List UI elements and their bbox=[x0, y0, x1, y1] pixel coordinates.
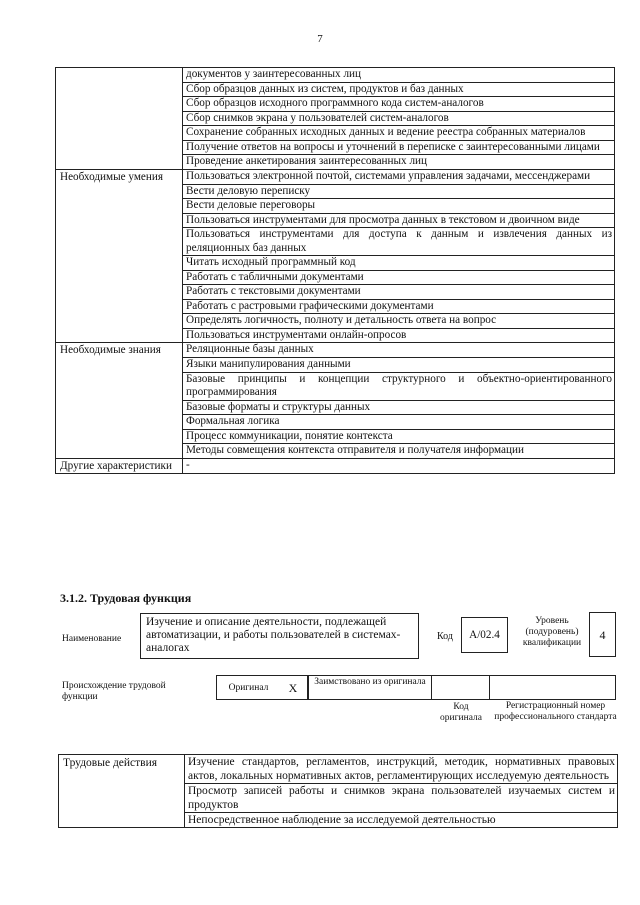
knowledge-label: Необходимые знания bbox=[56, 343, 183, 358]
list-item: документов у заинтересованных лиц bbox=[183, 68, 615, 83]
table-row bbox=[56, 444, 615, 459]
list-item: Пользоваться инструментами для просмотра данных в текстовом и двоичном виде bbox=[183, 213, 615, 228]
original-mark: X bbox=[288, 681, 298, 695]
original-label-box bbox=[216, 675, 280, 700]
original-mark-box bbox=[279, 675, 308, 700]
original-label: Оригинал bbox=[228, 683, 269, 693]
table-row bbox=[56, 169, 615, 184]
table-row bbox=[56, 140, 615, 155]
list-item: Пользоваться инструментами онлайн-опросов bbox=[183, 328, 615, 343]
table-row bbox=[56, 228, 615, 256]
list-item: Определять логичность, полноту и детальность ответа на вопрос bbox=[183, 314, 615, 329]
table-row bbox=[56, 68, 615, 83]
list-item: Сбор снимков экрана у пользователей систем-аналогов bbox=[183, 111, 615, 126]
table-row bbox=[56, 184, 615, 199]
skills-label: Необходимые умения bbox=[56, 169, 183, 184]
code-label: Код bbox=[437, 631, 453, 642]
actions-table bbox=[58, 754, 618, 828]
reg-number-box bbox=[489, 675, 616, 700]
list-item: Методы совмещения контекста отправителя и получателя информации bbox=[183, 444, 615, 459]
table-row bbox=[56, 358, 615, 373]
list-item: Пользоваться инструментами для доступа к данным и извлечения данных из реляционных баз данных bbox=[183, 228, 615, 256]
borrowed-label-box bbox=[308, 675, 432, 700]
table-row bbox=[56, 415, 615, 430]
name-label: Наименование bbox=[62, 634, 122, 644]
list-item: Непосредственное наблюдение за исследуемой деятельностью bbox=[185, 813, 618, 828]
other-characteristics-value: - bbox=[183, 458, 615, 474]
table-row bbox=[56, 270, 615, 285]
table-row bbox=[56, 213, 615, 228]
list-item: Языки манипулирования данными bbox=[183, 358, 615, 373]
table-row bbox=[56, 285, 615, 300]
list-item: Работать с табличными документами bbox=[183, 270, 615, 285]
table-row bbox=[56, 126, 615, 141]
other-characteristics-label: Другие характеристики bbox=[56, 458, 183, 474]
empty-label-cell bbox=[56, 68, 183, 83]
origin-label: Происхождение трудовой функции bbox=[62, 681, 166, 702]
code-value-box: A/02.4 bbox=[461, 617, 508, 653]
table-row bbox=[56, 299, 615, 314]
function-name-box: Изучение и описание деятельности, подлежащей автоматизации, и работы пользователей в системах-аналогах bbox=[140, 613, 419, 659]
list-item: Работать с растровыми графическими документами bbox=[183, 299, 615, 314]
list-item: Изучение стандартов, регламентов, инструкций, методик, нормативных правовых актов, локальных нормативных актов, регламентирующих исследуемую деятельность bbox=[185, 755, 618, 784]
list-item: Сохранение собранных исходных данных и ведение реестра собранных материалов bbox=[183, 126, 615, 141]
list-item: Сбор образцов исходного программного кода систем-аналогов bbox=[183, 97, 615, 112]
list-item: Базовые принципы и концепции структурного и объектно-ориентированного программирования bbox=[183, 372, 615, 400]
code-original-label: Код оригинала bbox=[440, 702, 482, 723]
requirements-table bbox=[55, 67, 615, 474]
code-original-box bbox=[431, 675, 490, 700]
list-item: Вести деловые переговоры bbox=[183, 199, 615, 214]
table-row bbox=[56, 111, 615, 126]
reg-number-label: Регистрационный номер профессионального стандарта bbox=[494, 701, 617, 722]
table-row bbox=[56, 400, 615, 415]
list-item: Реляционные базы данных bbox=[183, 343, 615, 358]
table-row bbox=[56, 155, 615, 170]
table-row bbox=[56, 256, 615, 271]
borrowed-label: Заимствовано из оригинала bbox=[314, 677, 426, 687]
table-row bbox=[56, 97, 615, 112]
page-number: 7 bbox=[317, 33, 323, 45]
table-row bbox=[59, 784, 618, 813]
table-row bbox=[59, 813, 618, 828]
table-row bbox=[56, 328, 615, 343]
list-item: Получение ответов на вопросы и уточнений в переписке с заинтересованными лицами bbox=[183, 140, 615, 155]
list-item: Вести деловую переписку bbox=[183, 184, 615, 199]
list-item: Читать исходный программный код bbox=[183, 256, 615, 271]
list-item: Базовые форматы и структуры данных bbox=[183, 400, 615, 415]
table-row bbox=[56, 458, 615, 474]
actions-label: Трудовые действия bbox=[59, 755, 185, 784]
section-title: 3.1.2. Трудовая функция bbox=[60, 591, 192, 605]
table-row bbox=[56, 82, 615, 97]
level-value-box: 4 bbox=[589, 612, 616, 657]
list-item: Процесс коммуникации, понятие контекста bbox=[183, 429, 615, 444]
table-row bbox=[56, 429, 615, 444]
list-item: Работать с текстовыми документами bbox=[183, 285, 615, 300]
table-row bbox=[56, 372, 615, 400]
table-row bbox=[56, 343, 615, 358]
list-item: Формальная логика bbox=[183, 415, 615, 430]
list-item: Проведение анкетирования заинтересованных лиц bbox=[183, 155, 615, 170]
table-row bbox=[59, 755, 618, 784]
level-label: Уровень (подуровень) квалификации bbox=[522, 616, 582, 648]
list-item: Сбор образцов данных из систем, продуктов и баз данных bbox=[183, 82, 615, 97]
list-item: Просмотр записей работы и снимков экрана пользователей изучаемых систем и продуктов bbox=[185, 784, 618, 813]
table-row bbox=[56, 199, 615, 214]
list-item: Пользоваться электронной почтой, системами управления задачами, мессенджерами bbox=[183, 169, 615, 184]
table-row bbox=[56, 314, 615, 329]
